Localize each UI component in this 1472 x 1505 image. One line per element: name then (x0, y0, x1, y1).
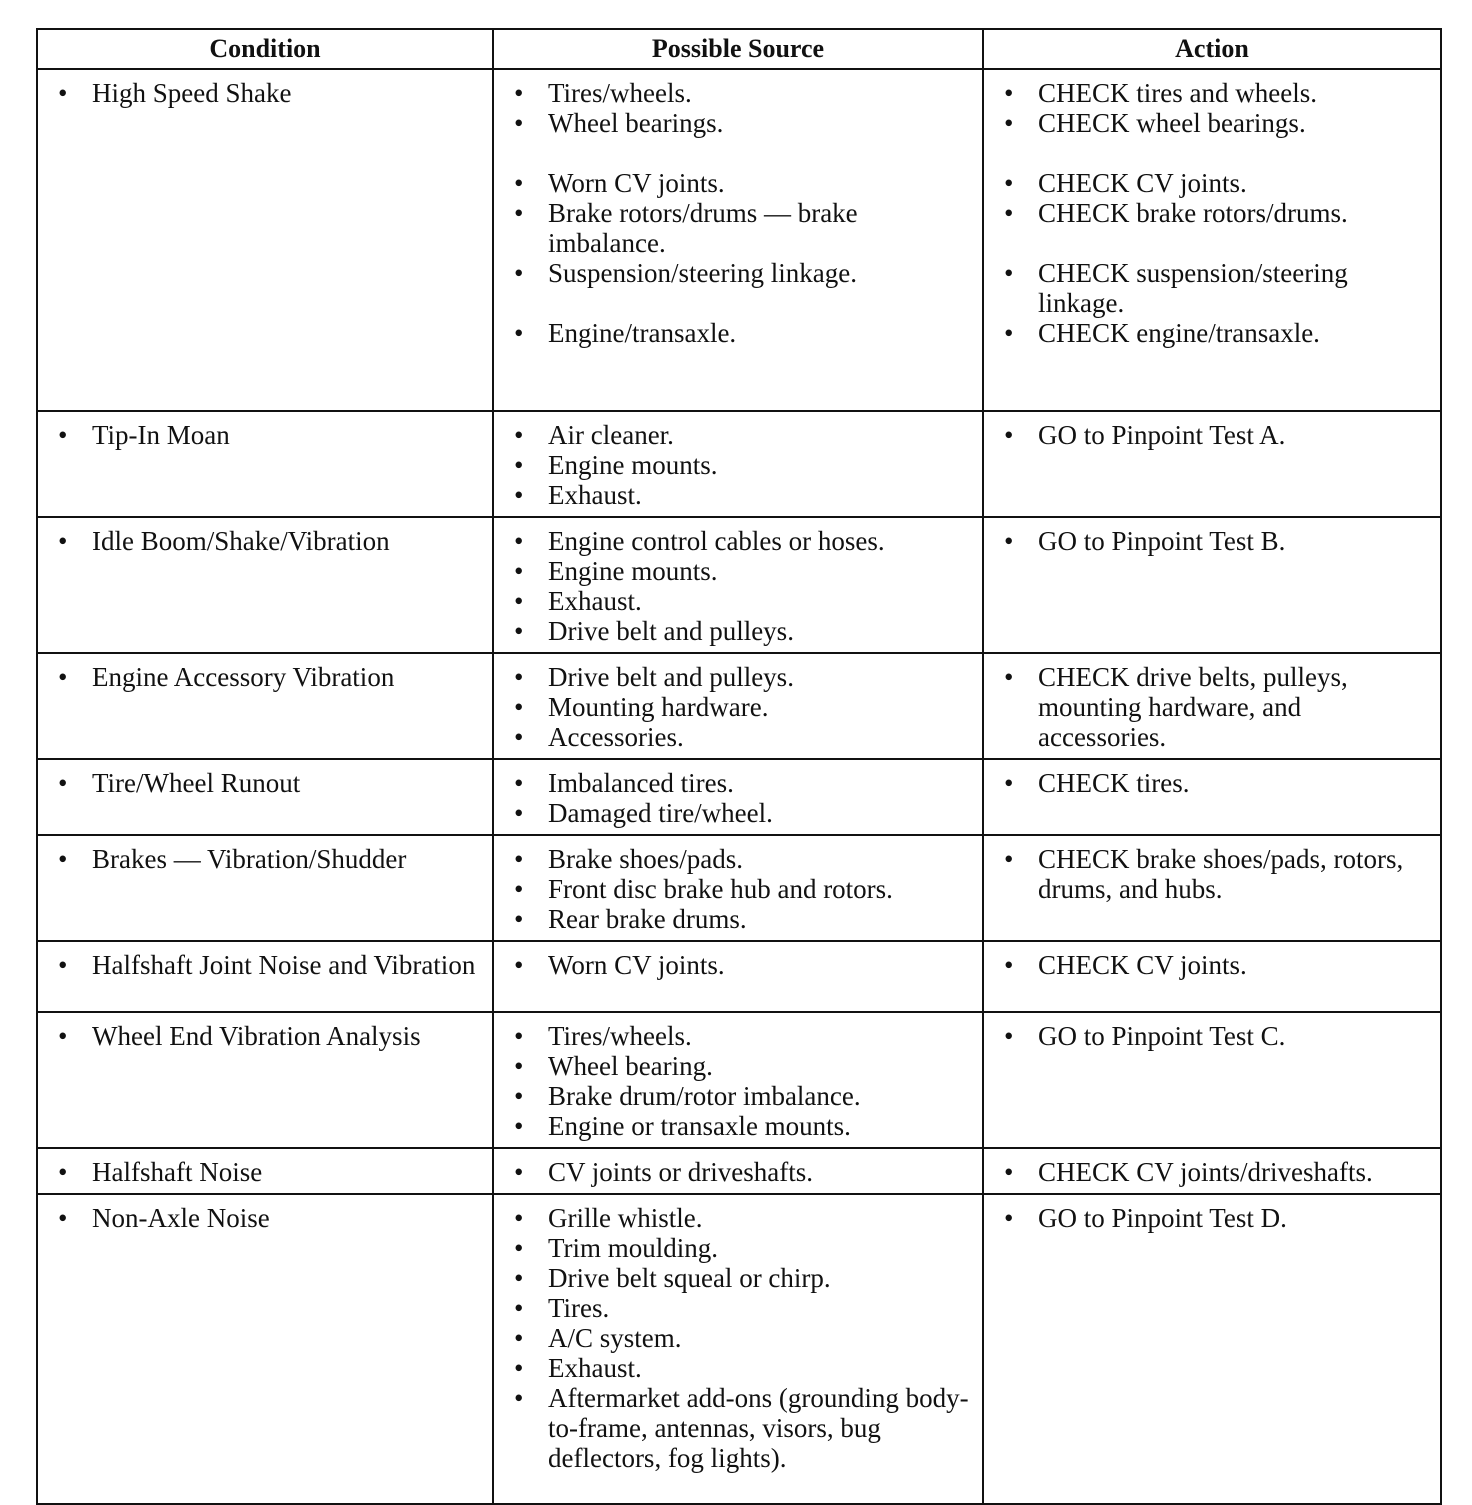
source-item: • Brake rotors/drums — brake imbalance. (506, 198, 972, 258)
header-action: Action (983, 29, 1441, 69)
action-cell (983, 759, 1441, 835)
source-cell (493, 411, 983, 517)
source-item: • Engine mounts. (506, 556, 972, 586)
condition-item: • Halfshaft Noise (50, 1157, 482, 1187)
action-item: • CHECK tires and wheels. (996, 78, 1430, 108)
condition-item: • Tip-In Moan (50, 420, 482, 450)
condition-cell (37, 1148, 493, 1194)
action-item: • CHECK CV joints. (996, 168, 1430, 198)
condition-item: • Engine Accessory Vibration (50, 662, 482, 692)
source-item: • Damaged tire/wheel. (506, 798, 972, 828)
condition-cell (37, 941, 493, 1012)
action-cell (983, 835, 1441, 941)
source-item: • Wheel bearings. (506, 108, 972, 138)
table-row (37, 653, 1441, 759)
condition-item: • Non-Axle Noise (50, 1203, 482, 1233)
condition-item: • Idle Boom/Shake/Vibration (50, 526, 482, 556)
source-cell (493, 1012, 983, 1148)
header-row (37, 29, 1441, 69)
source-item: • Brake shoes/pads. (506, 844, 972, 874)
table-row (37, 835, 1441, 941)
table-row (37, 1148, 1441, 1194)
source-item: • Tires/wheels. (506, 78, 972, 108)
header-condition: Condition (37, 29, 493, 69)
action-item: • CHECK suspension/steering linkage. (996, 258, 1430, 318)
source-cell (493, 1148, 983, 1194)
source-item: • Mounting hardware. (506, 692, 972, 722)
source-item: • Trim moulding. (506, 1233, 972, 1263)
source-item: • Exhaust. (506, 586, 972, 616)
source-cell (493, 835, 983, 941)
action-item: • CHECK CV joints. (996, 950, 1430, 980)
action-item: • GO to Pinpoint Test C. (996, 1021, 1430, 1051)
source-item: • Engine mounts. (506, 450, 972, 480)
symptom-chart-table (36, 28, 1442, 1505)
source-item: • Tires. (506, 1293, 972, 1323)
action-item: • CHECK brake rotors/drums. (996, 198, 1430, 228)
source-cell (493, 517, 983, 653)
table-row (37, 941, 1441, 1012)
action-item: • GO to Pinpoint Test B. (996, 526, 1430, 556)
action-cell (983, 69, 1441, 411)
source-item: • Exhaust. (506, 1353, 972, 1383)
source-cell (493, 941, 983, 1012)
source-cell (493, 653, 983, 759)
source-item: • Grille whistle. (506, 1203, 972, 1233)
source-item: • Suspension/steering linkage. (506, 258, 972, 288)
action-cell (983, 1194, 1441, 1504)
action-item: • CHECK drive belts, pulleys, mounting hardware, and accessories. (996, 662, 1430, 752)
table-row (37, 1194, 1441, 1504)
source-item: • Air cleaner. (506, 420, 972, 450)
table-row (37, 69, 1441, 411)
action-item: • CHECK engine/transaxle. (996, 318, 1430, 348)
condition-item: • Brakes — Vibration/Shudder (50, 844, 482, 874)
action-item: • CHECK wheel bearings. (996, 108, 1430, 138)
source-item: • Tires/wheels. (506, 1021, 972, 1051)
source-cell (493, 759, 983, 835)
source-item: • Engine or transaxle mounts. (506, 1111, 972, 1141)
action-cell (983, 653, 1441, 759)
diagnosis-sheet (36, 28, 1440, 1505)
source-item: • Aftermarket add-ons (grounding body-to-frame, antennas, visors, bug deflectors, fog lights). (506, 1383, 972, 1473)
source-item: • Drive belt and pulleys. (506, 662, 972, 692)
condition-cell (37, 759, 493, 835)
source-item: • Front disc brake hub and rotors. (506, 874, 972, 904)
source-item: • Drive belt squeal or chirp. (506, 1263, 972, 1293)
action-cell (983, 941, 1441, 1012)
source-item: • Rear brake drums. (506, 904, 972, 934)
table-row (37, 517, 1441, 653)
header-possible-source: Possible Source (493, 29, 983, 69)
action-item: • GO to Pinpoint Test D. (996, 1203, 1430, 1233)
action-cell (983, 1148, 1441, 1194)
condition-cell (37, 1194, 493, 1504)
table-row (37, 1012, 1441, 1148)
source-item: • Imbalanced tires. (506, 768, 972, 798)
condition-cell (37, 653, 493, 759)
source-item: • A/C system. (506, 1323, 972, 1353)
condition-cell (37, 517, 493, 653)
action-item: • CHECK tires. (996, 768, 1430, 798)
condition-item: • Tire/Wheel Runout (50, 768, 482, 798)
condition-cell (37, 1012, 493, 1148)
source-cell (493, 1194, 983, 1504)
source-item: • Worn CV joints. (506, 950, 972, 980)
source-item: • Worn CV joints. (506, 168, 972, 198)
source-item: • Wheel bearing. (506, 1051, 972, 1081)
action-item: • GO to Pinpoint Test A. (996, 420, 1430, 450)
source-cell (493, 69, 983, 411)
source-item: • Brake drum/rotor imbalance. (506, 1081, 972, 1111)
action-cell (983, 517, 1441, 653)
condition-cell (37, 411, 493, 517)
action-cell (983, 411, 1441, 517)
source-item: • CV joints or driveshafts. (506, 1157, 972, 1187)
table-row (37, 411, 1441, 517)
condition-item: • High Speed Shake (50, 78, 482, 108)
source-item: • Exhaust. (506, 480, 972, 510)
action-cell (983, 1012, 1441, 1148)
action-item: • CHECK CV joints/driveshafts. (996, 1157, 1430, 1187)
condition-item: • Halfshaft Joint Noise and Vibration (50, 950, 482, 980)
source-item: • Accessories. (506, 722, 972, 752)
source-item: • Drive belt and pulleys. (506, 616, 972, 646)
condition-cell (37, 835, 493, 941)
source-item: • Engine/transaxle. (506, 318, 972, 348)
source-item: • Engine control cables or hoses. (506, 526, 972, 556)
action-item: • CHECK brake shoes/pads, rotors, drums, and hubs. (996, 844, 1430, 904)
condition-item: • Wheel End Vibration Analysis (50, 1021, 482, 1051)
condition-cell (37, 69, 493, 411)
table-row (37, 759, 1441, 835)
